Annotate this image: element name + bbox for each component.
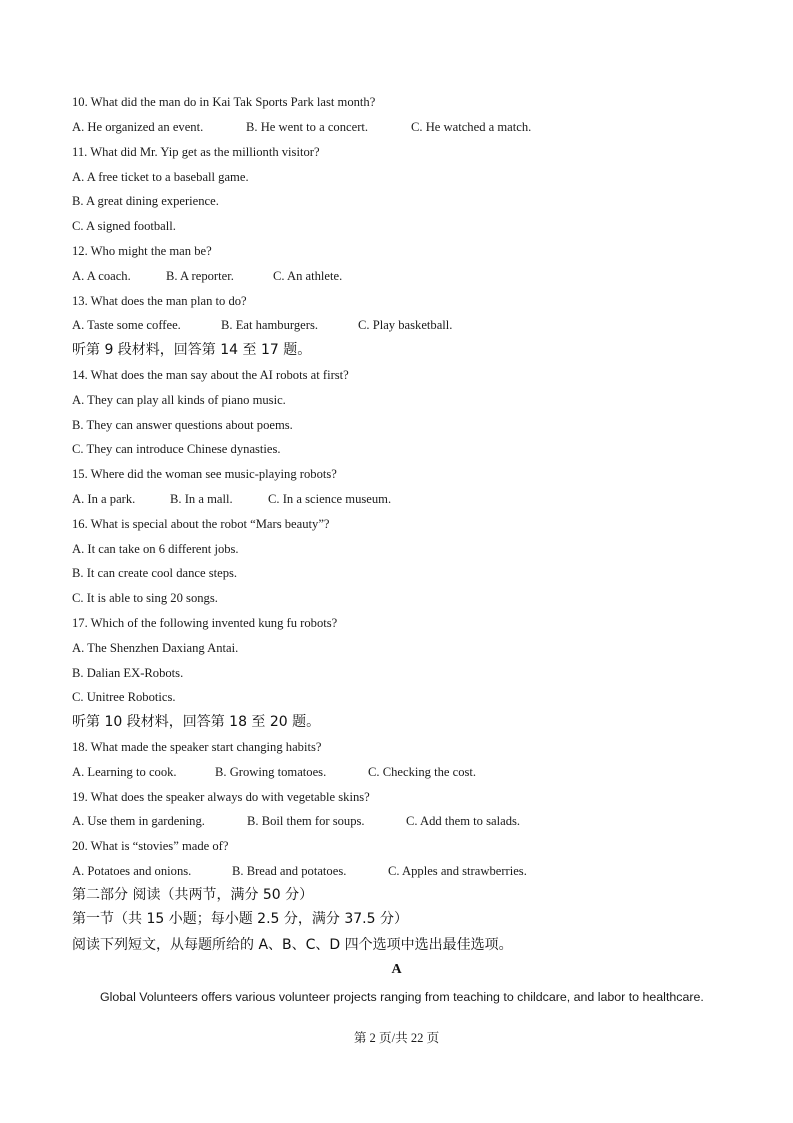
reading-instruction: 阅读下列短文，从每题所给的 A、B、C、D 四个选项中选出最佳选项。 <box>72 937 513 953</box>
option-a: A. Use them in gardening. <box>72 814 205 828</box>
question-14-option-c: C. They can introduce Chinese dynasties. <box>72 442 281 456</box>
option-a: A. Taste some coffee. <box>72 318 181 332</box>
option-a: A. Learning to cook. <box>72 765 177 779</box>
question-10-stem: 10. What did the man do in Kai Tak Sports Park last month? <box>72 95 376 109</box>
question-11-option-c: C. A signed football. <box>72 219 176 233</box>
question-11-stem: 11. What did Mr. Yip get as the millionth visitor? <box>72 145 320 159</box>
question-12-stem: 12. Who might the man be? <box>72 244 212 258</box>
question-20-stem: 20. What is “stovies” made of? <box>72 839 229 853</box>
question-16-stem: 16. What is special about the robot “Mars beauty”? <box>72 517 330 531</box>
question-16-option-a: A. It can take on 6 different jobs. <box>72 542 239 556</box>
option-a: A. In a park. <box>72 492 136 506</box>
question-14-stem: 14. What does the man say about the AI robots at first? <box>72 368 349 382</box>
question-11-option-b: B. A great dining experience. <box>72 194 219 208</box>
question-14-option-a: A. They can play all kinds of piano music. <box>72 393 286 407</box>
option-b: B. Eat hamburgers. <box>221 318 318 332</box>
question-13-options <box>72 317 452 333</box>
question-19-options <box>72 813 520 829</box>
option-b: B. A reporter. <box>166 269 234 283</box>
option-a: A. He organized an event. <box>72 120 204 134</box>
option-b: B. Boil them for soups. <box>247 814 365 828</box>
option-a: A. A coach. <box>72 269 131 283</box>
question-17-option-c: C. Unitree Robotics. <box>72 690 176 704</box>
passage-first-line: Global Volunteers offers various volunteer projects ranging from teaching to childcare, and labor to healthcare. <box>100 990 704 1004</box>
question-14-option-b: B. They can answer questions about poems. <box>72 418 293 432</box>
option-c: C. In a science museum. <box>268 492 392 506</box>
question-13-stem: 13. What does the man plan to do? <box>72 294 247 308</box>
page-footer: 第 2 页/共 22 页 <box>353 1031 440 1045</box>
option-b: B. Growing tomatoes. <box>215 765 327 779</box>
question-15-options <box>72 491 391 507</box>
question-17-option-a: A. The Shenzhen Daxiang Antai. <box>72 641 239 655</box>
question-16-option-b: B. It can create cool dance steps. <box>72 566 238 580</box>
option-a: A. Potatoes and onions. <box>72 864 192 878</box>
option-b: B. Bread and potatoes. <box>232 864 347 878</box>
option-c: C. He watched a match. <box>411 120 532 134</box>
option-b: B. In a mall. <box>170 492 233 506</box>
question-12-options <box>72 268 342 284</box>
question-18-options <box>72 764 476 780</box>
option-b: B. He went to a concert. <box>246 120 369 134</box>
passage-title: A <box>391 962 402 977</box>
question-20-options <box>72 863 527 879</box>
question-15-stem: 15. Where did the woman see music-playing robots? <box>72 467 337 481</box>
option-c: C. Add them to salads. <box>406 814 521 828</box>
option-c: C. An athlete. <box>273 269 343 283</box>
part-two-heading: 第二部分 阅读（共两节，满分 50 分） <box>72 887 314 903</box>
section-heading-9: 听第 9 段材料，回答第 14 至 17 题。 <box>72 342 312 358</box>
option-c: C. Apples and strawberries. <box>388 864 527 878</box>
section-one-heading: 第一节（共 15 小题；每小题 2.5 分，满分 37.5 分） <box>72 911 408 927</box>
question-10-options <box>72 119 531 135</box>
question-17-stem: 17. Which of the following invented kung fu robots? <box>72 616 338 630</box>
option-c: C. Play basketball. <box>358 318 453 332</box>
question-17-option-b: B. Dalian EX-Robots. <box>72 666 184 680</box>
question-19-stem: 19. What does the speaker always do with vegetable skins? <box>72 790 370 804</box>
question-11-option-a: A. A free ticket to a baseball game. <box>72 170 249 184</box>
question-18-stem: 18. What made the speaker start changing habits? <box>72 740 322 754</box>
section-heading-10: 听第 10 段材料，回答第 18 至 20 题。 <box>72 714 321 730</box>
question-16-option-c: C. It is able to sing 20 songs. <box>72 591 218 605</box>
option-c: C. Checking the cost. <box>368 765 477 779</box>
